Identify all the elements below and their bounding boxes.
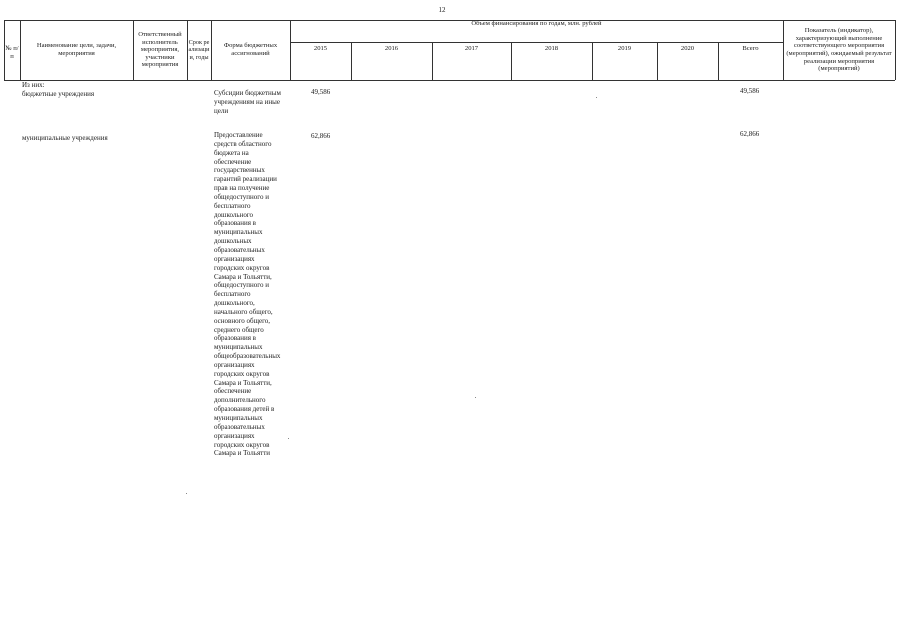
form-text-line: Самара и Тольятти — [214, 449, 271, 458]
scan-speck — [186, 493, 187, 494]
form-text-line: образовательных — [214, 422, 265, 431]
form-text-line: городских округов — [214, 440, 270, 449]
form-text-line: бюджета на — [214, 148, 249, 157]
form-text-line: городских округов — [214, 369, 270, 378]
budget-institutions-form — [214, 89, 281, 116]
form-text-line: бесплатного — [214, 290, 251, 299]
form-text-line: основного общего, — [214, 316, 271, 325]
scan-speck — [596, 97, 597, 98]
form-text-line: государственных — [214, 166, 265, 175]
header-year-2019: 2019 — [617, 45, 632, 53]
header-executor: Ответственный исполнитель мероприятия, участники мероприятия — [138, 31, 182, 69]
form-text-line: Субсидии бюджетным — [214, 89, 281, 97]
budget-institutions-total: 49,586 — [740, 87, 760, 95]
intro-label: Из них: — [22, 81, 45, 89]
header-year-2020: 2020 — [680, 45, 695, 53]
form-text-line: цели — [214, 106, 229, 115]
form-text-line: городских округов — [214, 263, 270, 272]
header-financing: Объем финансирования по годам, млн. рублей — [471, 20, 602, 27]
form-text-line: образования в — [214, 219, 256, 228]
municipal-institutions-total: 62,866 — [740, 130, 760, 138]
budget-institutions-2015: 49,586 — [311, 88, 331, 96]
scan-speck — [288, 438, 289, 439]
form-text-line: дошкольных — [214, 237, 252, 246]
scan-speck — [475, 397, 476, 398]
form-text-line: Самара и Тольятти, — [214, 378, 272, 387]
header-term: Срок реализации, годы — [188, 38, 210, 61]
form-text-line: начального общего, — [214, 307, 273, 316]
header-form: Форма бюджетных ассигнований — [223, 42, 278, 57]
header-year-2015: 2015 — [313, 45, 328, 53]
form-text-line: муниципальных — [214, 343, 263, 352]
header-year-2018: 2018 — [544, 45, 559, 53]
header-indicator: Показатель (индикатор), характеризующий выполнение соответствующего мероприятия (мероприятий), ожидаемый результат реализации мероприятия (мероприятий) — [786, 27, 892, 73]
form-text-line: организациях — [214, 254, 255, 263]
form-text-line: общеобразовательных — [214, 352, 281, 361]
form-text-line: общедоступного и — [214, 281, 269, 290]
header-year-2017: 2017 — [464, 45, 479, 53]
form-text-line: муниципальных — [214, 414, 263, 422]
form-text-line: организациях — [214, 360, 255, 369]
form-text-line: организациях — [214, 431, 255, 440]
form-text-line: дошкольного — [214, 210, 254, 219]
form-text-line: дополнительного — [214, 396, 266, 405]
form-text-line: образования детей в — [214, 405, 275, 414]
form-text-line: прав на получение — [214, 184, 270, 193]
form-text-line: общедоступного и — [214, 192, 269, 201]
form-text-line: бесплатного — [214, 201, 251, 210]
budget-institutions-name: бюджетные учреждения — [22, 90, 95, 98]
header-total: Всего — [742, 45, 759, 53]
municipal-institutions-name: муниципальные учреждения — [22, 134, 108, 142]
header-year-2016: 2016 — [384, 45, 399, 53]
form-text-line: муниципальных — [214, 228, 263, 237]
form-text-line: образования в — [214, 334, 256, 343]
header-num: № п/п — [5, 45, 19, 60]
header-name: Наименование цели, задачи, мероприятия — [36, 42, 117, 57]
municipal-institutions-form — [214, 131, 280, 458]
page-number: 12 — [438, 6, 446, 14]
form-text-line: обеспечение — [214, 387, 252, 396]
form-text-line: среднего общего — [214, 325, 264, 334]
form-text-line: Предоставление — [214, 131, 263, 139]
form-text-line: средств областного — [214, 139, 272, 148]
municipal-institutions-2015: 62,866 — [311, 132, 331, 140]
form-text-line: образовательных — [214, 245, 265, 254]
form-text-line: обеспечение — [214, 157, 252, 166]
form-text-line: дошкольного, — [214, 299, 255, 308]
form-text-line: гарантий реализации — [214, 175, 277, 184]
form-text-line: Самара и Тольятти, — [214, 272, 272, 281]
form-text-line: учреждениям на иные — [214, 97, 280, 106]
